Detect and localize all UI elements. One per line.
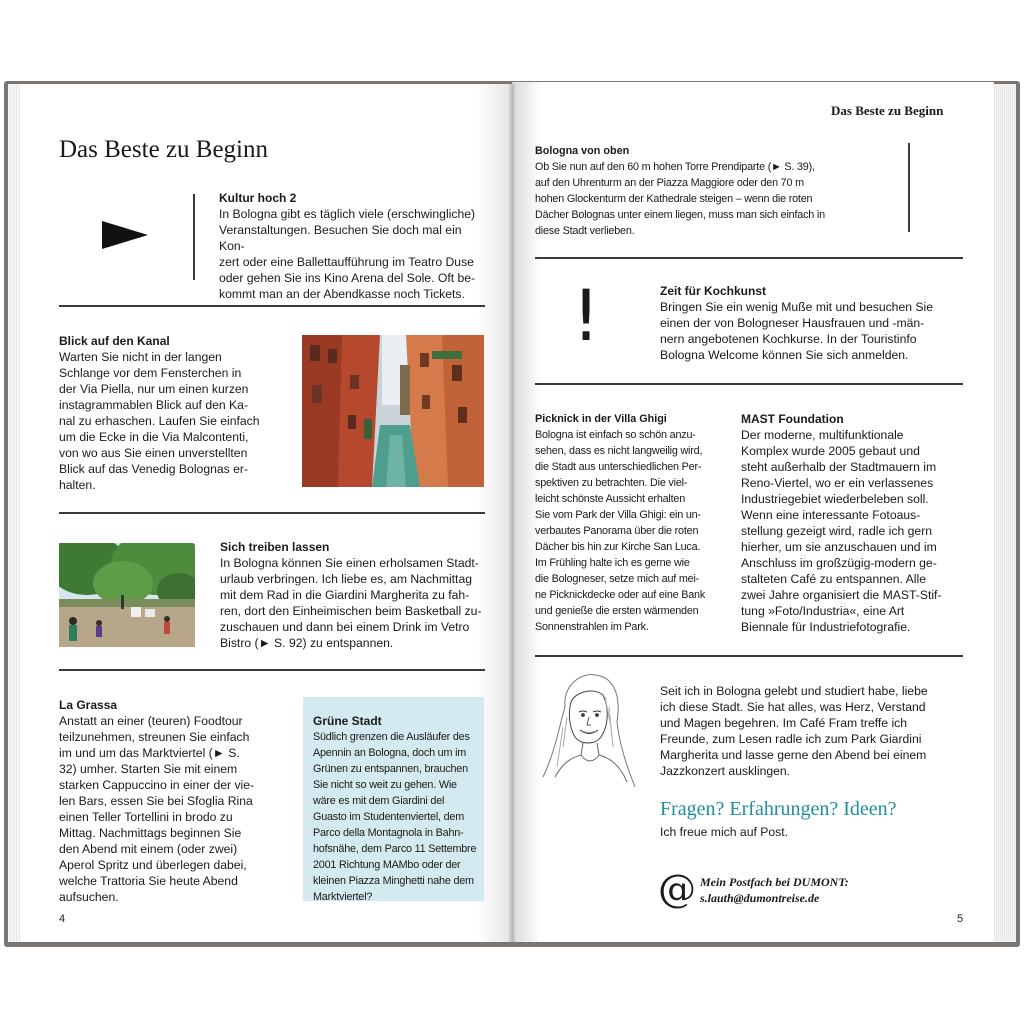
text-line: oder gehen Sie ins Kino Arena del Sole. Oft be- bbox=[219, 271, 476, 285]
text-line: Bringen Sie ein wenig Muße mit und besuchen Sie bbox=[660, 300, 934, 314]
text-line: teilzunehmen, streunen Sie einfach bbox=[59, 730, 250, 744]
text-line: Der moderne, multifunktionale bbox=[741, 428, 904, 442]
section-heading: Bologna von oben bbox=[535, 145, 630, 157]
text-line: ich diese Stadt. Sie hat alles, was Herz, Verstand bbox=[660, 700, 926, 714]
text-line: sehen, dass es nicht langweilig wird, bbox=[535, 445, 703, 457]
text-line: aufsuchen. bbox=[59, 890, 119, 904]
text-line: Im Frühling halte ich es gerne wie bbox=[535, 557, 690, 569]
text-line: Seit ich in Bologna gelebt und studiert habe, liebe bbox=[660, 684, 928, 698]
at-icon: @ bbox=[658, 867, 696, 911]
text-line: einen Teller Tortellini in brodo zu bbox=[59, 810, 233, 824]
running-head: Das Beste zu Beginn bbox=[831, 103, 944, 118]
text-line: zert oder eine Ballettaufführung im Teatro Duse bbox=[219, 255, 474, 269]
postfach-label: Mein Postfach bei DUMONT: bbox=[700, 875, 849, 889]
text-line: Veranstaltungen. Besuchen Sie doch mal ein Kon- bbox=[219, 223, 462, 253]
text-line: Jazzkonzert ausklingen. bbox=[660, 764, 791, 778]
section-kultur bbox=[219, 190, 485, 302]
text-line: die Bologneser, setze mich auf mei- bbox=[535, 573, 700, 585]
divider-vertical bbox=[193, 194, 195, 280]
section-ghigi bbox=[535, 411, 725, 635]
text-line: nal zu erhaschen. Laufen Sie einfach bbox=[59, 414, 260, 428]
text-line: welche Trattoria Sie heute Abend bbox=[59, 874, 238, 888]
text-line: halten. bbox=[59, 478, 96, 492]
text-line: wäre es mit dem Giardini del bbox=[313, 795, 445, 807]
section-heading: Blick auf den Kanal bbox=[59, 334, 170, 348]
text-line: kleinen Piazza Minghetti nahe dem bbox=[313, 875, 474, 887]
email-link[interactable]: s.lauth@dumontreise.de bbox=[700, 891, 820, 905]
author-portrait bbox=[535, 667, 640, 792]
section-divider bbox=[59, 669, 485, 671]
text-line: von wo aus Sie einen unverstellten bbox=[59, 446, 248, 460]
text-line: Sonnenstrahlen im Park. bbox=[535, 621, 649, 633]
text-line: spektiven zu betrachten. Die viel- bbox=[535, 477, 688, 489]
text-line: Warten Sie nicht in der langen bbox=[59, 350, 222, 364]
section-divider bbox=[59, 512, 485, 514]
text-line: Aperol Spritz und überlegen dabei, bbox=[59, 858, 247, 872]
section-oben bbox=[535, 143, 887, 239]
text-line: Wenn eine interessante Fotoaus- bbox=[741, 508, 921, 522]
text-line: im und um das Marktviertel (► S. bbox=[59, 746, 240, 760]
text-line: 2001 Richtung MAMbo oder der bbox=[313, 859, 461, 871]
section-grassa bbox=[59, 697, 279, 905]
text-line: nern angebotenen Kochkurse. In der Touristinfo bbox=[660, 332, 917, 346]
text-line: Margherita und lasse gerne den Abend bei einem bbox=[660, 748, 927, 762]
text-line: leicht schönste Aussicht erhalten bbox=[535, 493, 686, 505]
text-line: den Abend mit einem (oder zwei) bbox=[59, 842, 238, 856]
text-line: Biennale für Industriefotografie. bbox=[741, 620, 911, 634]
page-number-left: 4 bbox=[59, 913, 66, 925]
text-line: und Magen begehren. Im Café Fram treffe ich bbox=[660, 716, 908, 730]
exclamation-icon: ! bbox=[572, 275, 601, 357]
post-line: Ich freue mich auf Post. bbox=[660, 825, 789, 839]
section-koch bbox=[660, 283, 966, 363]
section-heading: MAST Foundation bbox=[741, 412, 844, 426]
text-line: zwei Jahre organisiert die MAST-Stif- bbox=[741, 588, 942, 602]
section-divider bbox=[535, 655, 963, 657]
section-heading: Grüne Stadt bbox=[313, 714, 382, 728]
text-line: Apennin an Bologna, doch um im bbox=[313, 747, 467, 759]
author-text bbox=[660, 683, 966, 779]
text-line: Guasto im Studentenviertel, dem bbox=[313, 811, 465, 823]
text-line: mit dem Rad in die Giardini Margherita zu fah- bbox=[220, 588, 470, 602]
canal-photo bbox=[302, 335, 484, 487]
text-line: diese Stadt verlieben. bbox=[535, 225, 635, 237]
text-line: hofsnähe, dem Parco 11 Settembre bbox=[313, 843, 477, 855]
text-line: kommt man an der Abendkasse noch Tickets. bbox=[219, 287, 465, 301]
text-line: stellung gezeigt wird, radle ich gern bbox=[741, 524, 933, 538]
section-divider bbox=[535, 383, 963, 385]
text-line: len Bars, essen Sie bei Sfoglia Rina bbox=[59, 794, 253, 808]
text-line: Komplex wurde 2005 gebaut und bbox=[741, 444, 920, 458]
text-line: Bologna ist einfach so schön anzu- bbox=[535, 429, 696, 441]
page-number-right: 5 bbox=[957, 913, 964, 925]
text-line: verbautes Panorama über die roten bbox=[535, 525, 699, 537]
section-heading: La Grassa bbox=[59, 698, 118, 712]
text-line: 32) umher. Starten Sie mit einem bbox=[59, 762, 238, 776]
section-kanal bbox=[59, 333, 278, 493]
text-line: Industriegebiet wiederbeleben soll. bbox=[741, 492, 929, 506]
text-line: Parco della Montagnola in Bahn- bbox=[313, 827, 464, 839]
text-line: Freunde, zum Lesen radle ich zum Park Giardini bbox=[660, 732, 922, 746]
text-line: hierher, um sie anzuschauen und im bbox=[741, 540, 937, 554]
text-line: starken Cappuccino in einer der vie- bbox=[59, 778, 255, 792]
text-line: In Bologna gibt es täglich viele (erschwingliche) bbox=[219, 207, 476, 221]
text-line: tung »Foto/Industria«, eine Art bbox=[741, 604, 905, 618]
text-line: Anschluss im großzügig-modern ge- bbox=[741, 556, 937, 570]
text-line: Grünen zu entspannen, brauchen bbox=[313, 763, 468, 775]
text-line: instagrammablen Blick auf den Ka- bbox=[59, 398, 249, 412]
text-line: der Via Piella, nur um einen kurzen bbox=[59, 382, 249, 396]
text-line: stalteten Café zu entspannen. Alle bbox=[741, 572, 926, 586]
text-line: auf den Uhrenturm an der Piazza Maggiore oder den 70 m bbox=[535, 177, 804, 189]
page-edges-right bbox=[994, 84, 1016, 942]
text-line: hohen Glockenturm der Kathedrale steigen – wenn die roten bbox=[535, 193, 813, 205]
section-gruen bbox=[313, 713, 481, 905]
section-divider bbox=[535, 257, 963, 259]
page-title: Das Beste zu Beginn bbox=[59, 136, 268, 163]
text-line: Reno-Viertel, wo er ein verlassenes bbox=[741, 476, 934, 490]
text-line: Marktviertel? bbox=[313, 891, 373, 903]
section-heading: Kultur hoch 2 bbox=[219, 191, 297, 205]
section-mast bbox=[741, 411, 967, 635]
question-heading: Fragen? Erfahrungen? Ideen? bbox=[660, 798, 897, 820]
text-line: einen der von Bologneser Hausfrauen und -män- bbox=[660, 316, 925, 330]
text-line: steht außerhalb der Stadtmauern im bbox=[741, 460, 937, 474]
section-divider bbox=[59, 305, 485, 307]
text-line: Dächer bis hin zur Kirche San Luca. bbox=[535, 541, 701, 553]
text-line: Bistro (► S. 92) zu entspannen. bbox=[220, 636, 394, 650]
divider-vertical bbox=[908, 143, 910, 232]
section-heading: Picknick in der Villa Ghigi bbox=[535, 413, 667, 425]
book-gutter bbox=[508, 84, 516, 942]
text-line: ne Picknickdecke oder auf eine Bank bbox=[535, 589, 706, 601]
text-line: In Bologna können Sie einen erholsamen Stadt- bbox=[220, 556, 479, 570]
text-line: Bologna Welcome können Sie sich anmelden. bbox=[660, 348, 909, 362]
text-line: Schlange vor dem Fensterchen in bbox=[59, 366, 242, 380]
text-line: Südlich grenzen die Ausläufer des bbox=[313, 731, 470, 743]
arrow-right-icon bbox=[102, 221, 148, 249]
section-heading: Zeit für Kochkunst bbox=[660, 284, 767, 298]
text-line: Sie nicht so weit zu gehen. Wie bbox=[313, 779, 457, 791]
text-line: urlaub verbringen. Ich liebe es, am Nachmittag bbox=[220, 572, 473, 586]
text-line: Dächer Bolognas unter einem liegen, muss man sich einfach in bbox=[535, 209, 825, 221]
text-line: Sie vom Park der Villa Ghigi: ein un- bbox=[535, 509, 701, 521]
text-line: Ob Sie nun auf den 60 m hohen Torre Prendiparte (► S. 39), bbox=[535, 161, 815, 173]
park-photo bbox=[59, 543, 195, 647]
text-line: Blick auf das Venedig Bolognas er- bbox=[59, 462, 249, 476]
contact-block bbox=[700, 874, 849, 906]
text-line: Mittag. Nachmittags beginnen Sie bbox=[59, 826, 242, 840]
text-line: ren, dort den Einheimischen beim Basketball zu- bbox=[220, 604, 482, 618]
text-line: Anstatt an einer (teuren) Foodtour bbox=[59, 714, 243, 728]
text-line: um die Ecke in die Via Malcontenti, bbox=[59, 430, 249, 444]
section-treiben bbox=[220, 539, 486, 651]
text-line: zuschauen und dann bei einem Drink im Vetro bbox=[220, 620, 470, 634]
text-line: und genieße die ersten wärmenden bbox=[535, 605, 699, 617]
section-heading: Sich treiben lassen bbox=[220, 540, 330, 554]
text-line: die Stadt aus unterschiedlichen Per- bbox=[535, 461, 702, 473]
